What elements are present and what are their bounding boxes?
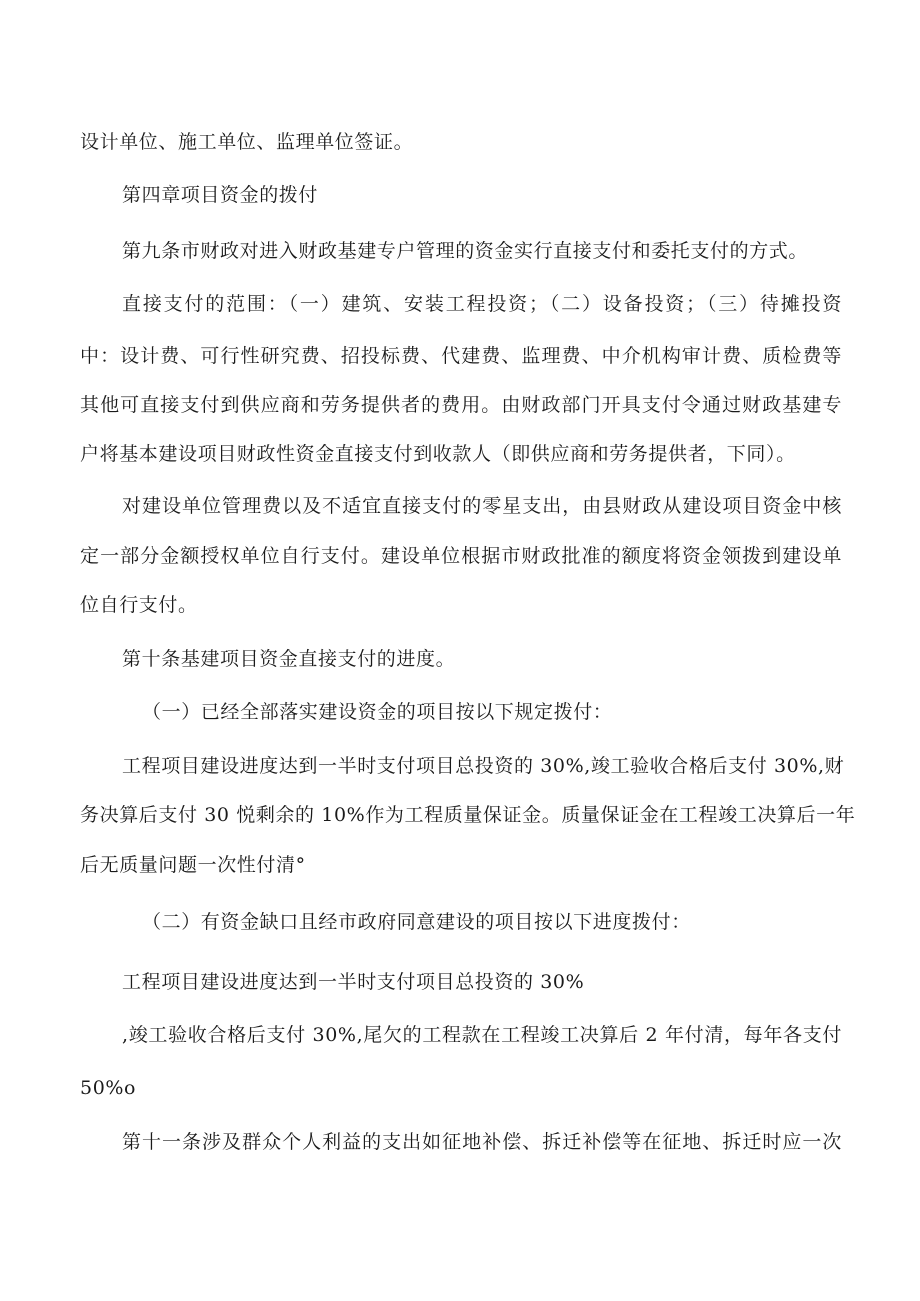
clause-2: （二）有资金缺口且经市政府同意建设的项目按以下进度拨付： — [142, 911, 691, 933]
paragraph-line-6: 其他可直接支付到供应商和劳务提供者的费用。由财政部门开具支付令通过财政基建专 — [80, 394, 842, 416]
article-9: 第九条市财政对进入财政基建专户管理的资金实行直接支付和委托支付的方式。 — [122, 240, 809, 262]
article-10: 第十条基建项目资金直接支付的进度。 — [122, 648, 456, 670]
paragraph-line-15: 后无质量问题一次性付清° — [80, 854, 306, 876]
paragraph-line-4: 直接支付的范围：（一）建筑、安装工程投资；（二）设备投资；（三）待摊投资 — [122, 293, 842, 315]
clause-1: （一）已经全部落实建设资金的项目按以下规定拨付： — [142, 701, 613, 723]
article-11: 第十一条涉及群众个人利益的支出如征地补偿、拆迁补偿等在征地、拆迁时应一次 — [122, 1131, 842, 1153]
paragraph-line-1: 设计单位、施工单位、监理单位签证。 — [80, 131, 414, 153]
paragraph-line-18: ,竣工验收合格后支付 30%,尾欠的工程款在工程竣工决算后 2 年付清，每年各支付 — [122, 1024, 842, 1046]
paragraph-line-7: 户将基本建设项目财政性资金直接支付到收款人（即供应商和劳务提供者，下同）。 — [80, 443, 796, 465]
paragraph-line-17: 工程项目建设进度达到一半时支付项目总投资的 30% — [122, 971, 585, 993]
paragraph-line-14: 务决算后支付 30 悦剩余的 10%作为工程质量保证金。质量保证金在工程竣工决算后一年 — [80, 804, 856, 826]
chapter-heading: 第四章项目资金的拨付 — [122, 184, 319, 206]
paragraph-line-9: 定一部分金额授权单位自行支付。建设单位根据市财政批准的额度将资金领拨到建设单 — [80, 545, 842, 567]
paragraph-line-10: 位自行支付。 — [80, 594, 198, 616]
paragraph-line-8: 对建设单位管理费以及不适宜直接支付的零星支出，由县财政从建设项目资金中核 — [122, 495, 842, 517]
paragraph-line-13: 工程项目建设进度达到一半时支付项目总投资的 30%,竣工验收合格后支付 30%,财 — [122, 755, 845, 777]
paragraph-line-5: 中：设计费、可行性研究费、招投标费、代建费、监理费、中介机构审计费、质检费等 — [80, 345, 842, 367]
paragraph-line-19: 50%o — [80, 1077, 137, 1099]
